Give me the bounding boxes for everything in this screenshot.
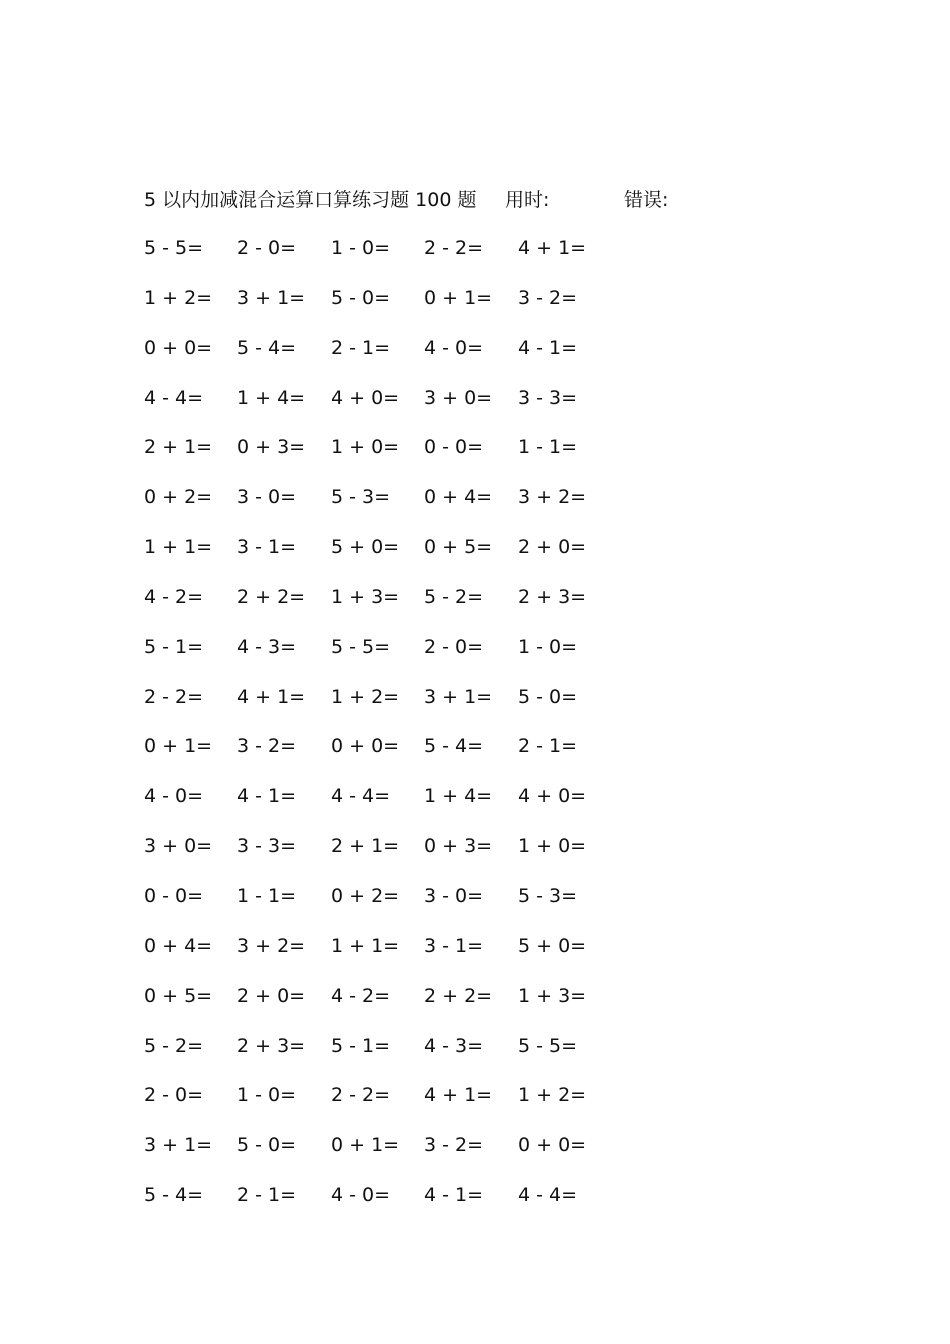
arithmetic-problem: 2 - 0= — [237, 237, 297, 259]
time-used-label: 用时: — [505, 189, 550, 211]
arithmetic-problem: 0 + 0= — [331, 735, 400, 758]
arithmetic-problem: 0 + 0= — [518, 1134, 587, 1157]
arithmetic-problem: 4 - 0= — [331, 1184, 391, 1207]
arithmetic-problem: 2 - 2= — [144, 685, 204, 708]
arithmetic-problem: 0 + 1= — [144, 735, 213, 758]
problem-row — [144, 832, 644, 882]
arithmetic-problem: 1 + 2= — [331, 685, 400, 708]
arithmetic-problem: 4 - 1= — [237, 785, 297, 808]
arithmetic-problem: 4 - 0= — [424, 336, 484, 359]
arithmetic-problem: 2 + 3= — [518, 585, 587, 608]
arithmetic-problem: 3 - 2= — [424, 1134, 484, 1157]
problem-row — [144, 732, 644, 782]
arithmetic-problem: 5 + 0= — [331, 536, 400, 559]
arithmetic-problem: 0 + 1= — [424, 286, 493, 309]
arithmetic-problem: 4 - 3= — [424, 1034, 484, 1057]
arithmetic-problem: 1 - 1= — [518, 436, 578, 459]
arithmetic-problem: 5 - 0= — [518, 685, 578, 708]
problem-row — [144, 1032, 644, 1082]
arithmetic-problem: 5 - 3= — [331, 486, 391, 509]
arithmetic-problem: 1 + 0= — [518, 835, 587, 858]
arithmetic-problem: 2 + 2= — [237, 585, 306, 608]
arithmetic-problem: 0 + 3= — [237, 436, 306, 459]
arithmetic-problem: 1 + 2= — [144, 286, 213, 309]
arithmetic-problem: 3 + 0= — [144, 835, 213, 858]
problem-row — [144, 234, 644, 284]
arithmetic-problem: 2 + 1= — [144, 436, 213, 459]
arithmetic-problem: 4 - 3= — [237, 635, 297, 658]
problem-grid — [144, 234, 644, 1231]
arithmetic-problem: 2 + 0= — [518, 536, 587, 559]
arithmetic-problem: 1 + 1= — [144, 536, 213, 559]
problem-row — [144, 384, 644, 434]
arithmetic-problem: 1 - 0= — [237, 1084, 297, 1107]
problem-row — [144, 483, 644, 533]
arithmetic-problem: 2 + 1= — [331, 835, 400, 858]
arithmetic-problem: 3 - 0= — [424, 884, 484, 907]
problem-row — [144, 633, 644, 683]
arithmetic-problem: 5 - 5= — [518, 1034, 578, 1057]
arithmetic-problem: 0 + 0= — [144, 336, 213, 359]
arithmetic-problem: 0 + 3= — [424, 835, 493, 858]
arithmetic-problem: 4 - 2= — [331, 984, 391, 1007]
arithmetic-problem: 4 + 1= — [518, 237, 587, 259]
problem-row — [144, 882, 644, 932]
problem-row — [144, 284, 644, 334]
arithmetic-problem: 3 + 1= — [237, 286, 306, 309]
arithmetic-problem: 1 + 0= — [331, 436, 400, 459]
arithmetic-problem: 0 + 1= — [331, 1134, 400, 1157]
arithmetic-problem: 3 - 1= — [424, 934, 484, 957]
arithmetic-problem: 5 - 4= — [237, 336, 297, 359]
arithmetic-problem: 5 + 0= — [518, 934, 587, 957]
arithmetic-problem: 5 - 0= — [331, 286, 391, 309]
arithmetic-problem: 1 + 1= — [331, 934, 400, 957]
arithmetic-problem: 3 - 3= — [518, 386, 578, 409]
arithmetic-problem: 1 + 2= — [518, 1084, 587, 1107]
worksheet-header — [144, 186, 844, 214]
problem-row — [144, 782, 644, 832]
arithmetic-problem: 4 + 1= — [424, 1084, 493, 1107]
arithmetic-problem: 4 + 0= — [331, 386, 400, 409]
arithmetic-problem: 1 + 3= — [331, 585, 400, 608]
worksheet-title: 5 以内加减混合运算口算练习题 100 题 — [144, 189, 477, 211]
arithmetic-problem: 3 + 1= — [144, 1134, 213, 1157]
arithmetic-problem: 5 - 1= — [331, 1034, 391, 1057]
arithmetic-problem: 5 - 2= — [144, 1034, 204, 1057]
arithmetic-problem: 1 - 1= — [237, 884, 297, 907]
arithmetic-problem: 4 - 4= — [331, 785, 391, 808]
arithmetic-problem: 4 - 2= — [144, 585, 204, 608]
arithmetic-problem: 3 + 0= — [424, 386, 493, 409]
arithmetic-problem: 2 - 1= — [518, 735, 578, 758]
arithmetic-problem: 0 + 5= — [144, 984, 213, 1007]
arithmetic-problem: 5 - 4= — [144, 1184, 204, 1207]
arithmetic-problem: 0 + 4= — [144, 934, 213, 957]
arithmetic-problem: 1 - 0= — [518, 635, 578, 658]
arithmetic-problem: 3 - 1= — [237, 536, 297, 559]
arithmetic-problem: 3 + 2= — [518, 486, 587, 509]
arithmetic-problem: 0 - 0= — [424, 436, 484, 459]
problem-row — [144, 583, 644, 633]
arithmetic-problem: 4 - 4= — [144, 386, 204, 409]
arithmetic-problem: 1 + 4= — [237, 386, 306, 409]
arithmetic-problem: 4 - 1= — [424, 1184, 484, 1207]
arithmetic-problem: 4 - 4= — [518, 1184, 578, 1207]
arithmetic-problem: 0 + 2= — [144, 486, 213, 509]
arithmetic-problem: 2 + 2= — [424, 984, 493, 1007]
arithmetic-problem: 1 + 3= — [518, 984, 587, 1007]
arithmetic-problem: 4 - 0= — [144, 785, 204, 808]
arithmetic-problem: 3 + 2= — [237, 934, 306, 957]
arithmetic-problem: 5 - 5= — [331, 635, 391, 658]
problem-row — [144, 982, 644, 1032]
arithmetic-problem: 3 - 0= — [237, 486, 297, 509]
problem-row — [144, 932, 644, 982]
arithmetic-problem: 3 - 2= — [237, 735, 297, 758]
arithmetic-problem: 5 - 0= — [237, 1134, 297, 1157]
arithmetic-problem: 0 + 2= — [331, 884, 400, 907]
arithmetic-problem: 1 - 0= — [331, 237, 391, 259]
arithmetic-problem: 1 + 4= — [424, 785, 493, 808]
arithmetic-problem: 5 - 1= — [144, 635, 204, 658]
arithmetic-problem: 4 + 1= — [237, 685, 306, 708]
arithmetic-problem: 4 + 0= — [518, 785, 587, 808]
arithmetic-problem: 5 - 2= — [424, 585, 484, 608]
arithmetic-problem: 0 + 5= — [424, 536, 493, 559]
arithmetic-problem: 0 + 4= — [424, 486, 493, 509]
problem-row — [144, 683, 644, 733]
problem-row — [144, 533, 644, 583]
arithmetic-problem: 4 - 1= — [518, 336, 578, 359]
problem-row — [144, 1131, 644, 1181]
arithmetic-problem: 2 + 3= — [237, 1034, 306, 1057]
arithmetic-problem: 2 - 1= — [237, 1184, 297, 1207]
problem-row — [144, 334, 644, 384]
problem-row — [144, 433, 644, 483]
arithmetic-problem: 2 - 1= — [331, 336, 391, 359]
problem-row — [144, 1181, 644, 1231]
arithmetic-problem: 5 - 3= — [518, 884, 578, 907]
arithmetic-problem: 3 - 2= — [518, 286, 578, 309]
arithmetic-problem: 2 - 2= — [424, 237, 484, 259]
arithmetic-problem: 5 - 5= — [144, 237, 204, 259]
arithmetic-problem: 2 - 0= — [144, 1084, 204, 1107]
problem-row — [144, 1081, 644, 1131]
arithmetic-problem: 2 + 0= — [237, 984, 306, 1007]
arithmetic-problem: 5 - 4= — [424, 735, 484, 758]
arithmetic-problem: 0 - 0= — [144, 884, 204, 907]
arithmetic-problem: 2 - 0= — [424, 635, 484, 658]
arithmetic-problem: 2 - 2= — [331, 1084, 391, 1107]
arithmetic-problem: 3 - 3= — [237, 835, 297, 858]
error-count-label: 错误: — [624, 189, 669, 211]
arithmetic-problem: 3 + 1= — [424, 685, 493, 708]
